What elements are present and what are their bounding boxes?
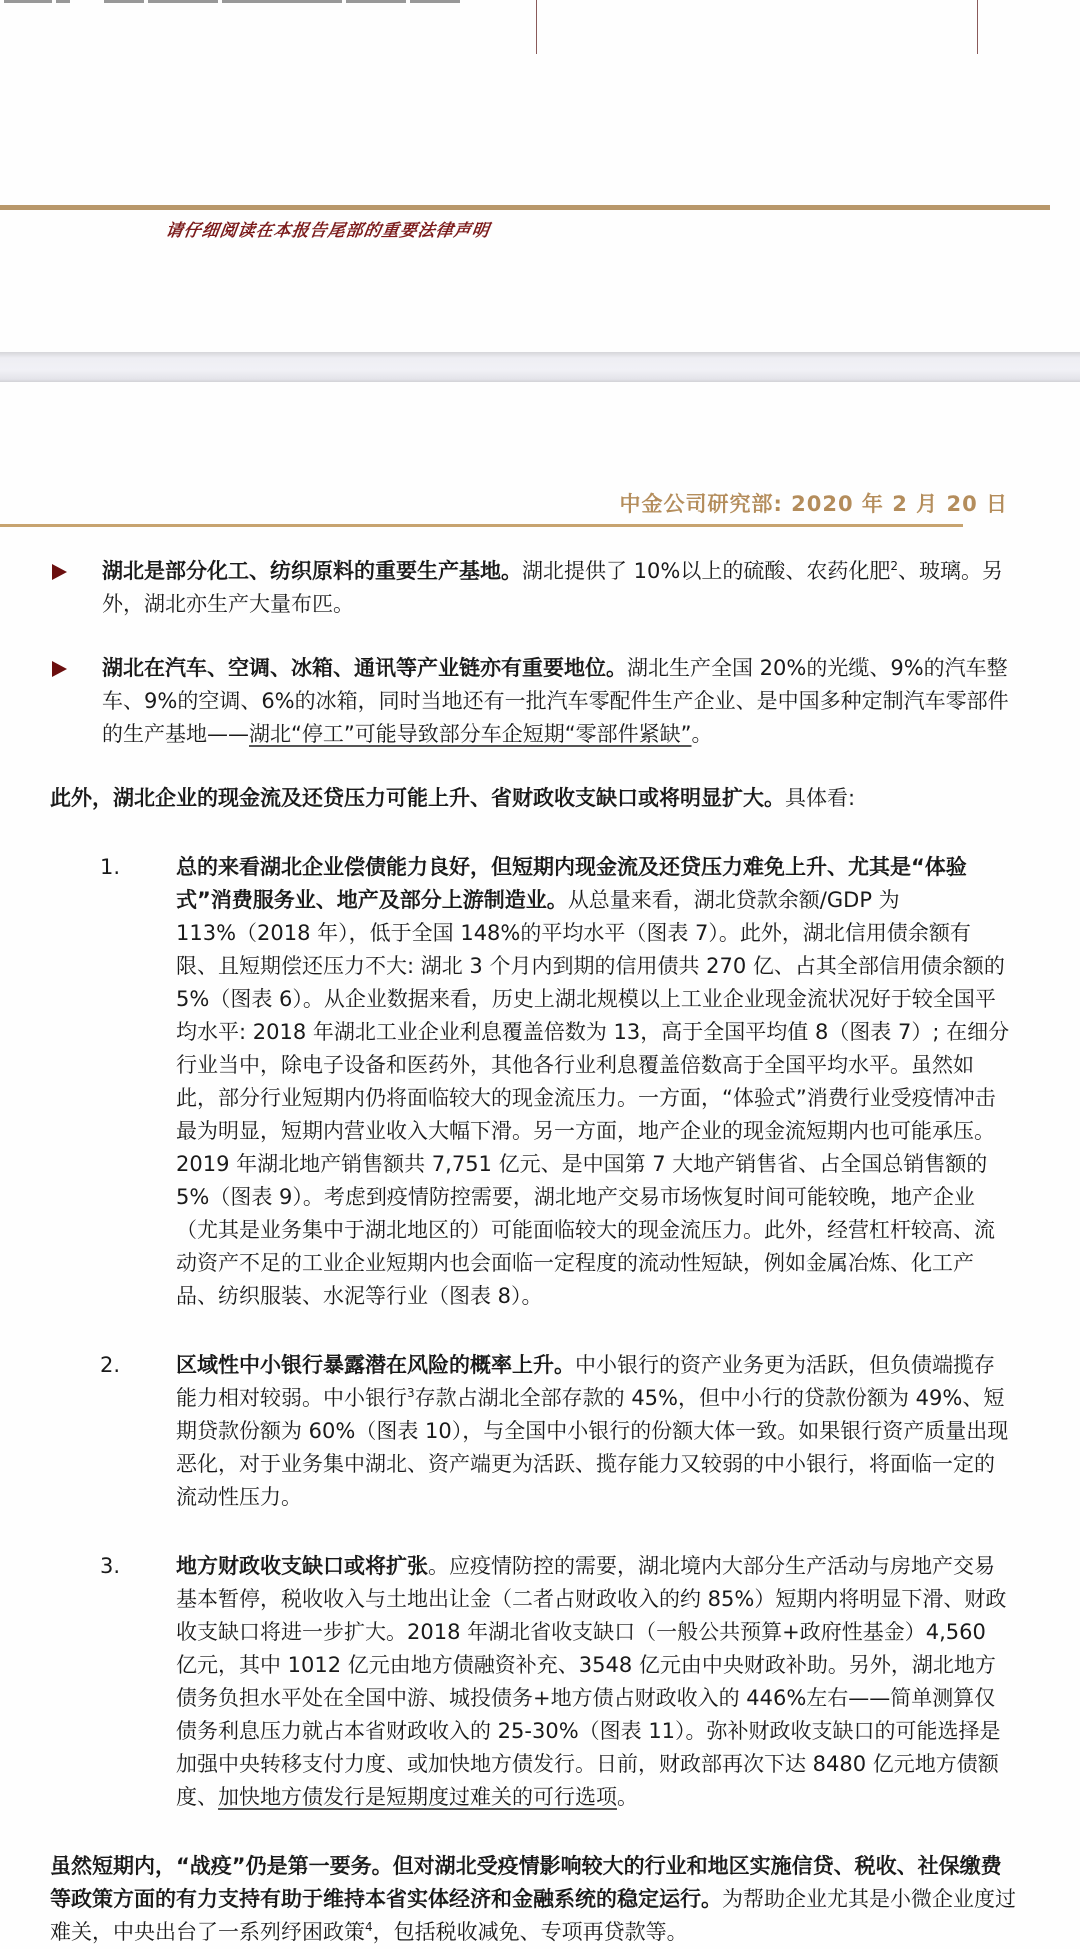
divider-line: [536, 0, 537, 54]
clipped-text-fragment: [4, 0, 504, 6]
report-body: [0, 555, 1080, 1949]
report-source-date: 中金公司研究部: 2020 年 2 月 20 日: [619, 492, 1008, 516]
bullet-heading: 湖北在汽车、空调、冰箱、通讯等产业链亦有重要地位。: [102, 656, 627, 680]
closing-text: ，包括税收减免、专项再贷款等。: [372, 1920, 688, 1944]
item-number: 1.: [100, 855, 121, 879]
numbered-item: [0, 851, 1080, 1313]
lead-text: 具体看:: [785, 786, 856, 810]
bullet-text: 湖北生产全国 20%的光缆、9%的汽车整车、9%的空调、6%的冰箱，同时当地还有一批汽车零配件生产企业、是中国多种定制汽车零部件的生产基地——: [102, 656, 1009, 746]
previous-page-footer: [0, 0, 1080, 330]
bullet-heading: 湖北是部分化工、纺织原料的重要生产基地。: [102, 559, 522, 583]
bullet-item: [0, 555, 1080, 621]
triangle-right-icon: [52, 564, 67, 580]
footer-rule: [0, 205, 1050, 210]
lead-paragraph: [0, 782, 1080, 815]
closing-text: 为帮助企业尤其是小微企业度过难关，中央出台了一系列纾困政策: [50, 1887, 1016, 1944]
numbered-item: [0, 1550, 1080, 1814]
bullet-item: [0, 652, 1080, 751]
numbered-item: [0, 1349, 1080, 1514]
closing-paragraph: [0, 1850, 1080, 1949]
bullet-text: 。: [691, 722, 713, 746]
underlined-text: 湖北“停工”可能导致部分车企短期“零部件紧缺”: [249, 722, 692, 746]
item-heading: 总的来看湖北企业偿债能力良好，但短期内现金流及还贷压力难免上升、尤其是“体验式”消费服务业、地产及部分上游制造业。: [176, 855, 967, 912]
lead-heading: 此外，湖北企业的现金流及还贷压力可能上升、省财政收支缺口或将明显扩大。: [50, 786, 785, 810]
footnote-ref[interactable]: 3: [407, 1386, 415, 1400]
item-text: 。: [617, 1785, 638, 1809]
item-heading: 区域性中小银行暴露潜在风险的概率上升。: [176, 1353, 575, 1377]
bullet-text: 、玻璃。另外，湖北亦生产大量布匹。: [102, 559, 1003, 616]
item-text: 中小银行的资产业务更为活跃，但负债端揽存能力相对较弱。中小银行: [176, 1353, 995, 1410]
footnote-ref[interactable]: 4: [365, 1920, 373, 1934]
item-number: 3.: [100, 1554, 121, 1578]
divider-line: [977, 0, 978, 54]
item-number: 2.: [100, 1353, 121, 1377]
legal-notice: 请仔细阅读在本报告尾部的重要法律声明: [164, 221, 492, 241]
underlined-text: 加快地方债发行是短期度过难关的可行选项: [218, 1785, 617, 1809]
item-text: 从总量来看，湖北贷款余额/GDP 为 113%（2018 年），低于全国 148%的平均水平（图表 7）。此外，湖北信用债余额有限、且短期偿还压力不大: 湖北 3 个月内到期的信用债共 270 亿、占其全部信用债余额的 5%（图表 6）。从企业数据来看，历史上湖北规模以上工业企业现金流状况好于较全国平均水平: 2018 年湖北工业企业利息覆盖倍数为 13，高于全国平均值 8（图表 7）; 在细分行业当中，除电子设备和医药外，其他各行业利息覆盖倍数高于全国平均水平。虽然如此，部分行业短期内仍将面临较大的现金流压力。一方面，“体验式”消费行业受疫情冲击最为明显，短期内营业收入大幅下滑。另一方面，地产企业的现金流短期内也可能承压。2019 年湖北地产销售额共 7,751 亿元、是中国第 7 大地产销售省、占全国总销售额的 5%（图表 9）。考虑到疫情防控需要，湖北地产交易市场恢复时间可能较晚，地产企业（尤其是业务集中于湖北地区的）可能面临较大的现金流压力。此外，经营杠杆较高、流动资产不足的工业企业短期内也会面临一定程度的流动性短缺，例如金属冶炼、化工产品、纺织服装、水泥等行业（图表 8）。: [176, 888, 1010, 1308]
page-separator: [0, 352, 1080, 382]
closing-heading: 虽然短期内，“战疫”仍是第一要务。但对湖北受疫情影响较大的行业和地区实施信贷、税收、社保缴费等政策方面的有力支持有助于维持本省实体经济和金融系统的稳定运行。: [50, 1854, 1002, 1911]
bullet-text: 湖北提供了 10%以上的硫酸、农药化肥: [522, 559, 891, 583]
item-text: 存款占湖北全部存款的 45%，但中小行的贷款份额为 49%、短期贷款份额为 60%（图表 10），与全国中小银行的份额大体一致。如果银行资产质量出现恶化，对于业务集中湖北、资产端更为活跃、揽存能力又较弱的中小银行，将面临一定的流动性压力。: [176, 1386, 1009, 1509]
triangle-right-icon: [52, 661, 67, 677]
item-heading: 地方财政收支缺口或将扩张: [176, 1554, 428, 1578]
footnote-ref[interactable]: 2: [890, 559, 898, 573]
header-rule: [0, 524, 963, 527]
item-text: 。应疫情防控的需要，湖北境内大部分生产活动与房地产交易基本暂停，税收收入与土地出让金（二者占财政收入的约 85%）短期内将明显下滑、财政收支缺口将进一步扩大。2018 年湖北省收支缺口（一般公共预算+政府性基金）4,560 亿元，其中 1012 亿元由地方债融资补充、3548 亿元由中央财政补助。另外，湖北地方债务负担水平处在全国中游、城投债务+地方债占财政收入的 446%左右——简单测算仅债务利息压力就占本省财政收入的 25-30%（图表 11）。弥补财政收支缺口的可能选择是加强中央转移支付力度、或加快地方债发行。日前，财政部再次下达 8480 亿元地方债额度、: [176, 1554, 1007, 1809]
